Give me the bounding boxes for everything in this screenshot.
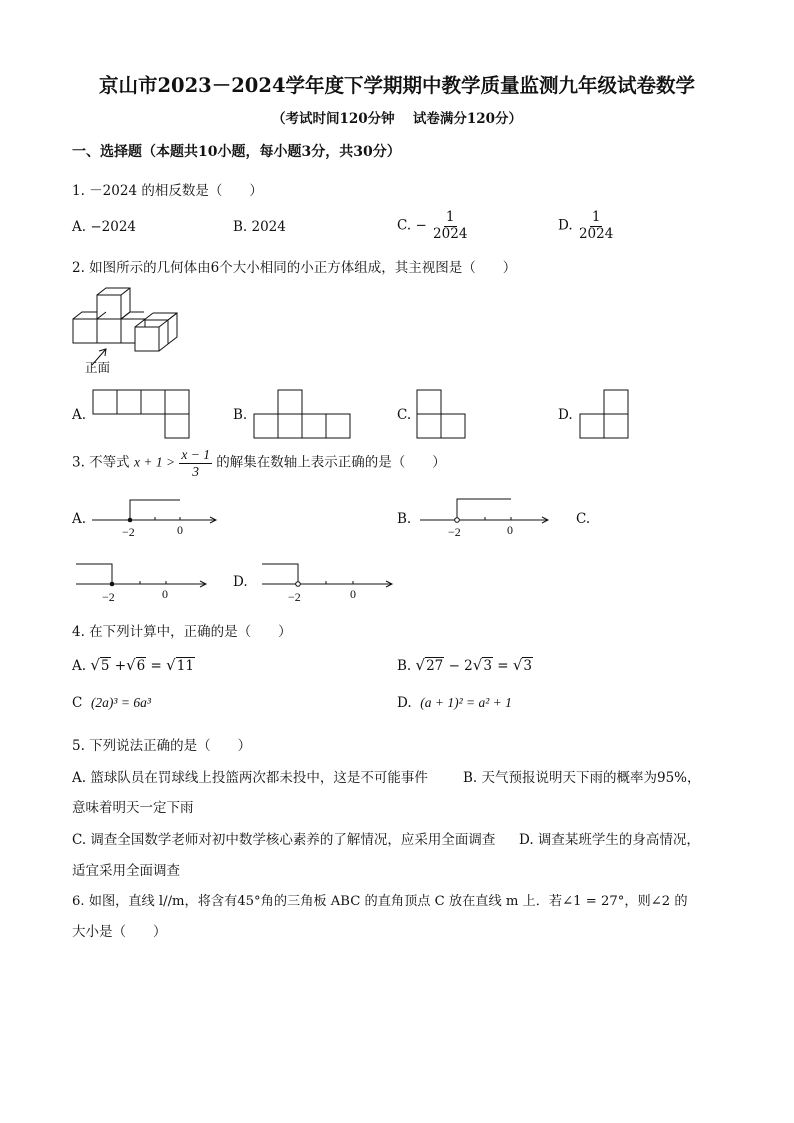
q3-option-d-numberline[interactable] xyxy=(262,561,397,606)
question-3-stem xyxy=(72,447,446,479)
q1-d-numerator: 1 xyxy=(591,209,601,225)
q1-option-d[interactable] xyxy=(558,210,615,242)
q2-option-b-label[interactable]: B. xyxy=(233,407,248,423)
q3-a-tick-neg2: −2 xyxy=(122,525,135,539)
q3-c-tick-neg2: −2 xyxy=(102,590,115,604)
q4-c-label: C xyxy=(72,695,83,711)
q2-option-c-label[interactable]: C. xyxy=(397,407,412,423)
q3-frac-den: 3 xyxy=(192,463,200,479)
q5-option-b-cont: 意味着明天一定下雨 xyxy=(72,800,194,816)
q2-option-b-figure[interactable] xyxy=(254,390,354,440)
q4-option-c[interactable] xyxy=(72,695,151,711)
q3-option-c-numberline[interactable] xyxy=(76,561,211,606)
question-2-stem: 2. 如图所示的几何体由6个大小相同的小正方体组成，其主视图是（ ） xyxy=(72,260,517,276)
question-1-stem: 1. －2024 的相反数是（ ） xyxy=(72,183,263,199)
q3-b-tick-0: 0 xyxy=(507,523,513,537)
q4-d-expr: (a + 1)² = a² + 1 xyxy=(420,695,512,710)
q2-option-a-label[interactable]: A. xyxy=(72,407,87,423)
q4-option-a[interactable]: A. √5 +√6 = √11 xyxy=(72,656,194,674)
exam-subtitle: （考试时间120分钟 试卷满分120分） xyxy=(271,111,523,127)
q1-c-denominator: 2024 xyxy=(433,225,468,242)
question-4-stem: 4. 在下列计算中，正确的是（ ） xyxy=(72,624,292,640)
q1-c-numerator: 1 xyxy=(445,209,455,225)
q1-option-d-label: D. xyxy=(558,217,573,234)
q1-option-c-label: C. xyxy=(397,217,412,234)
q1-option-c-sign: − xyxy=(415,217,427,234)
q5-option-a[interactable]: A. 篮球队员在罚球线上投篮两次都未投中，这是不可能事件 xyxy=(72,770,428,786)
q3-a-tick-0: 0 xyxy=(177,523,183,537)
q3-option-a-numberline[interactable] xyxy=(92,498,222,543)
q1-option-c[interactable] xyxy=(397,210,469,242)
q1-option-c-fraction xyxy=(431,210,469,242)
q2-option-d-label[interactable]: D. xyxy=(558,407,573,423)
q3-stem-prefix: 3. 不等式 xyxy=(72,454,130,471)
q3-b-tick-neg2: −2 xyxy=(448,525,461,539)
q5-option-c[interactable]: C. 调查全国数学老师对初中数学核心素养的了解情况，应采用全面调查 xyxy=(72,832,496,848)
question-6-stem-cont: 大小是（ ） xyxy=(72,924,167,940)
q4-b-coefficient: − 2 xyxy=(448,658,473,674)
q4-option-d[interactable] xyxy=(397,695,512,711)
q3-option-b-numberline[interactable] xyxy=(420,496,555,541)
q4-b-label: B. xyxy=(397,658,412,674)
q3-fraction xyxy=(179,447,212,479)
question-5-stem: 5. 下列说法正确的是（ ） xyxy=(72,738,252,754)
q3-option-d-label[interactable]: D. xyxy=(233,574,248,590)
q3-option-c-label[interactable]: C. xyxy=(576,511,591,527)
q3-frac-num: x − 1 xyxy=(181,447,210,462)
q4-a-label: A. xyxy=(72,658,87,674)
exam-title: 京山市2023－2024学年度下学期期中教学质量监测九年级试卷数学 xyxy=(98,74,696,97)
q3-c-tick-0: 0 xyxy=(162,587,168,601)
q1-option-b[interactable]: B. 2024 xyxy=(233,219,286,235)
q3-stem-suffix: 的解集在数轴上表示正确的是（ ） xyxy=(216,454,446,471)
q3-option-a-label[interactable]: A. xyxy=(72,511,87,527)
q5-option-d[interactable]: D. 调查某班学生的身高情况， xyxy=(519,832,700,848)
q4-d-label: D. xyxy=(397,695,412,711)
front-view-label: 正面 xyxy=(85,360,111,375)
q1-option-d-fraction xyxy=(577,210,615,242)
q4-c-expr: (2a)³ = 6a³ xyxy=(90,695,151,710)
question-6-stem: 6. 如图，直线 l//m，将含有45°角的三角板 ABC 的直角顶点 C 放在直线 m 上．若∠1 = 27°，则∠2 的 xyxy=(72,894,688,909)
q2-option-d-figure[interactable] xyxy=(580,390,632,440)
q5-option-b[interactable]: B. 天气预报说明天下雨的概率为95%， xyxy=(463,770,701,786)
q3-option-b-label[interactable]: B. xyxy=(397,511,412,527)
q4-b-radicand-3: 3 xyxy=(523,658,532,674)
q3-d-tick-neg2: −2 xyxy=(288,590,301,604)
q4-a-radicand-1: 5 xyxy=(100,658,110,674)
q3-lhs: x + 1 > xyxy=(133,454,176,470)
q1-option-a[interactable]: A. −2024 xyxy=(72,219,136,235)
q4-b-radicand-1: 27 xyxy=(426,658,444,674)
q5-option-d-cont: 适宜采用全面调查 xyxy=(72,863,180,879)
q4-option-b[interactable]: B. √27 − 2√3 = √3 xyxy=(397,656,532,674)
q4-b-radicand-2: 3 xyxy=(483,658,492,674)
q2-option-a-figure[interactable] xyxy=(93,390,193,440)
q4-a-radicand-3: 11 xyxy=(176,658,194,674)
q2-option-c-figure[interactable] xyxy=(417,390,469,440)
q3-d-tick-0: 0 xyxy=(350,587,356,601)
q1-d-denominator: 2024 xyxy=(578,225,614,242)
section-heading: 一、选择题（本题共10小题，每小题3分，共30分） xyxy=(72,144,401,160)
q4-a-radicand-2: 6 xyxy=(136,658,146,674)
